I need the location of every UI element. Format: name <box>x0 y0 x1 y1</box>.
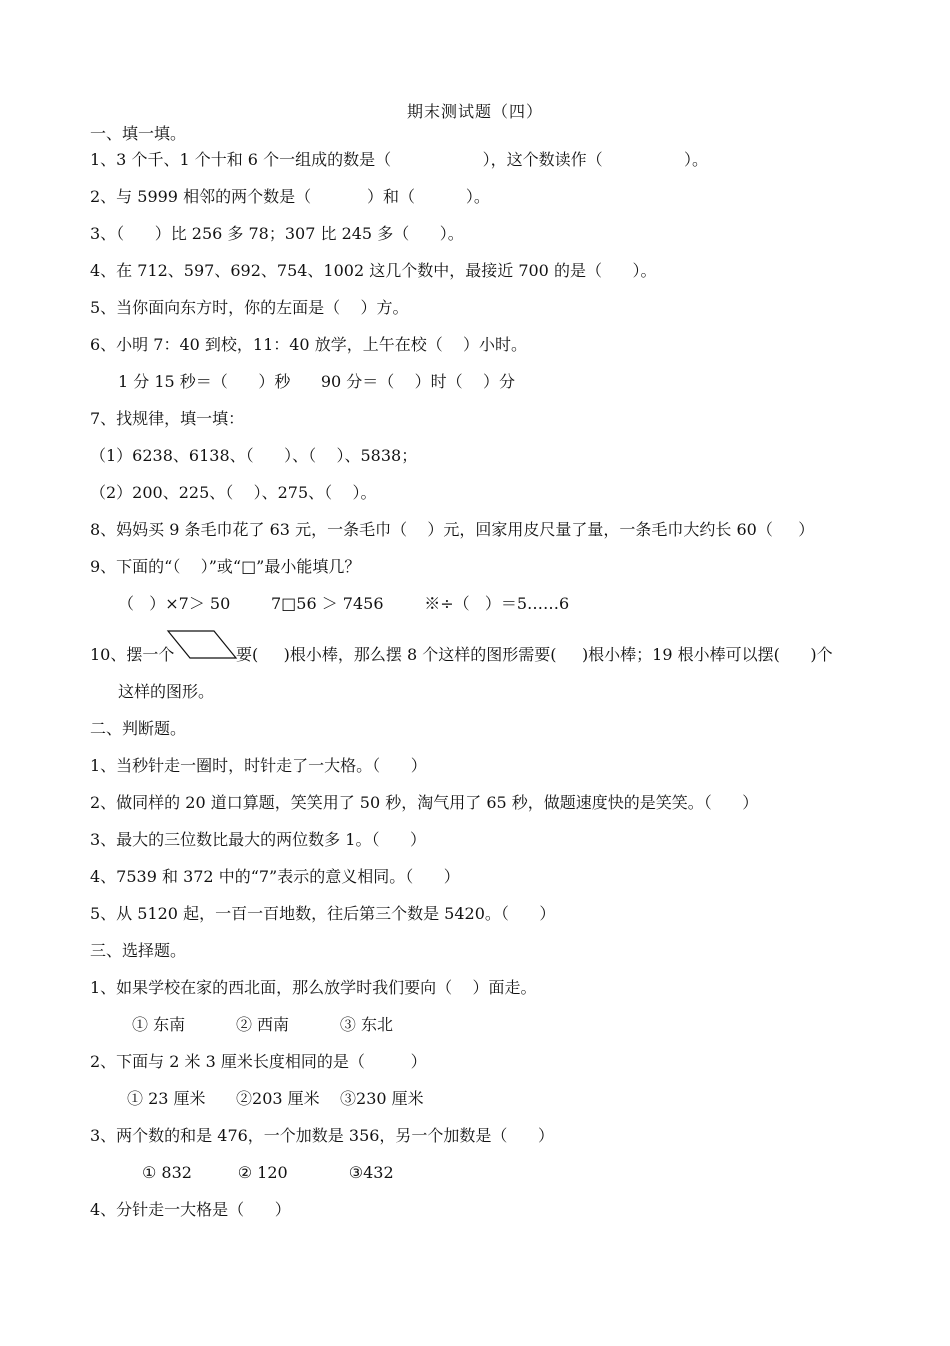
question-1-10-start: 10、摆一个 <box>90 645 175 664</box>
question-3-1-options: ① 东南 ② 西南 ③ 东北 <box>132 1015 393 1034</box>
question-2-1: 1、当秒针走一圈时，时针走了一大格。（ ） <box>90 756 427 775</box>
question-1-7-b: （2）200、225、（ ）、275、（ ）。 <box>90 483 377 502</box>
question-3-2: 2、下面与 2 米 3 厘米长度相同的是（ ） <box>90 1052 427 1071</box>
question-1-9: 9、下面的“（ ）”或“□”最小能填几？ <box>90 557 361 576</box>
question-2-5: 5、从 5120 起，一百一百地数，往后第三个数是 5420。（ ） <box>90 904 556 923</box>
question-1-5: 5、当你面向东方时，你的左面是（ ）方。 <box>90 298 409 317</box>
parallelogram-icon <box>166 629 238 661</box>
question-1-4: 4、在 712、597、692、754、1002 这几个数中，最接近 700 的是（ ）。 <box>90 261 657 280</box>
section-heading-fill: 一、填一填。 <box>90 124 187 143</box>
question-1-8: 8、妈妈买 9 条毛巾花了 63 元，一条毛巾（ ）元，回家用皮尺量了量，一条毛巾大约长 60（ ） <box>90 520 815 539</box>
question-1-10-rest: 要( )根小棒，那么摆 8 个这样的图形需要( )根小棒；19 根小棒可以摆( )个 <box>236 645 833 664</box>
section-heading-choice: 三、选择题。 <box>90 941 187 960</box>
page-title: 期末测试题（四） <box>406 102 543 121</box>
question-3-4: 4、分针走一大格是（ ） <box>90 1200 291 1219</box>
section-heading-judge: 二、判断题。 <box>90 719 187 738</box>
question-3-3-options: ① 832 ② 120 ③432 <box>142 1163 394 1182</box>
question-1-6: 6、小明 7：40 到校，11：40 放学，上午在校（ ）小时。 <box>90 335 528 354</box>
question-1-2: 2、与 5999 相邻的两个数是（ ）和（ ）。 <box>90 187 490 206</box>
question-1-3: 3、（ ）比 256 多 78；307 比 245 多（ ）。 <box>90 224 464 243</box>
question-1-9-sub: （ ）×7＞ 50 7□56 ＞ 7456 ※÷（ ）＝5……6 <box>118 594 570 613</box>
question-3-2-options: ① 23 厘米 ②203 厘米 ③230 厘米 <box>127 1089 424 1108</box>
question-3-3: 3、两个数的和是 476，一个加数是 356，另一个加数是（ ） <box>90 1126 554 1145</box>
question-2-2: 2、做同样的 20 道口算题，笑笑用了 50 秒，淘气用了 65 秒，做题速度快的是笑笑。（ ） <box>90 793 759 812</box>
question-3-1: 1、如果学校在家的西北面，那么放学时我们要向（ ）面走。 <box>90 978 537 997</box>
question-1-6-sub: 1 分 15 秒＝（ ）秒 90 分＝（ ）时（ ）分 <box>118 372 515 391</box>
question-2-4: 4、7539 和 372 中的“7”表示的意义相同。（ ） <box>90 867 460 886</box>
question-1-7-a: （1）6238、6138、（ ）、（ ）、5838； <box>90 446 418 465</box>
question-1-1: 1、3 个千、1 个十和 6 个一组成的数是（ ），这个数读作（ ）。 <box>90 150 708 169</box>
question-1-7: 7、找规律，填一填： <box>90 409 245 428</box>
question-2-3: 3、最大的三位数比最大的两位数多 1。（ ） <box>90 830 426 849</box>
question-1-10-end: 这样的图形。 <box>118 682 215 701</box>
